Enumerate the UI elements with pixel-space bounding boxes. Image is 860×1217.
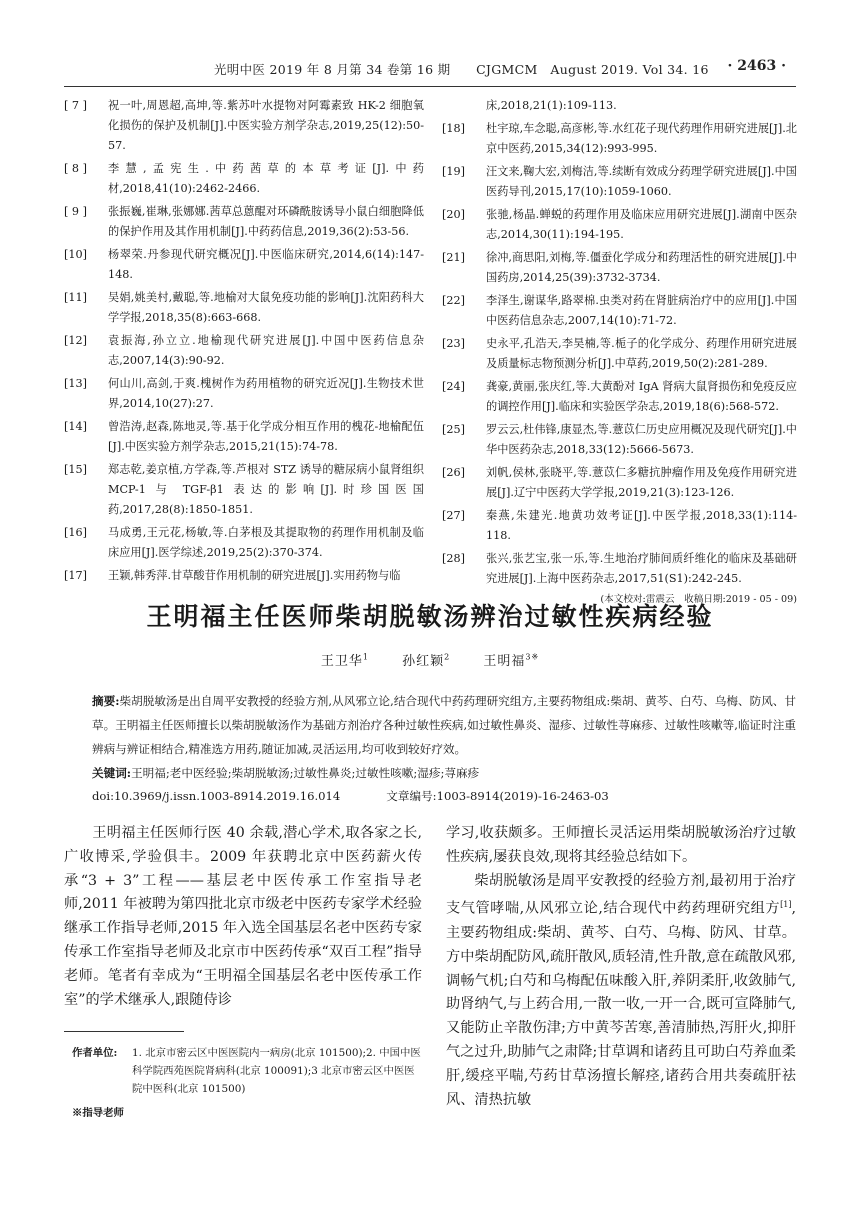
author-affiliation-footnote <box>72 1044 422 1122</box>
reference-item <box>442 119 797 159</box>
affiliation-row <box>72 1044 422 1098</box>
author-affiliation-mark: 3※ <box>525 652 540 662</box>
body-text: ,主要药物组成:柴胡、黄芩、白芍、乌梅、防风、甘草。方中柴胡配防风,疏肝散风,质轻清,性升散,意在疏散风邪,调畅气机;白芍和乌梅配伍味酸入肝,养阴柔肝,收敛肺气,助肾纳气,与上药合用,一散一收,一开一合,既可宣降肺气,又能防止辛散伤津;方中黄芩苦寒,善清肺热,泻肝火,抑肝气之过升,助肺气之肃降;甘草调和诸药且可助白芍养血柔肝,缓痉平喘,芍药甘草汤擅长解痉,诸药合用共奏疏肝祛风、清热抗敏 <box>446 901 796 1108</box>
body-paragraph <box>446 870 796 1113</box>
reference-number: [16] <box>64 526 87 539</box>
running-header <box>64 60 796 82</box>
reference-number: [12] <box>64 334 87 347</box>
reference-item <box>64 288 424 328</box>
reference-item <box>64 374 424 414</box>
author-name: 孙红颖 <box>402 654 445 669</box>
reference-number: [22] <box>442 294 465 307</box>
body-paragraph: 学习,收获颇多。王师擅长灵活运用柴胡脱敏汤治疗过敏性疾病,屡获良效,现将其经验总结如下。 <box>446 825 796 865</box>
reference-number: [20] <box>442 208 465 221</box>
affiliation-label: 作者单位: <box>72 1047 118 1059</box>
author-list <box>0 650 860 669</box>
page-number: · 2463 · <box>727 58 786 74</box>
reference-item <box>64 96 424 156</box>
reference-item <box>442 205 797 245</box>
reference-text: 杨翠荣.丹参现代研究概况[J].中医临床研究,2014,6(14):147-148. <box>108 248 424 281</box>
article-number: 文章编号:1003-8914(2019)-16-2463-03 <box>386 789 609 803</box>
doi: doi:10.3969/j.issn.1003-8914.2019.16.014 <box>92 789 341 803</box>
reference-item <box>64 331 424 371</box>
reference-text: 李泽生,谢谋华,路翠棉.虫类对药在肾脏病治疗中的应用[J].中国中医药信息杂志,2007,14(10):71-72. <box>486 294 797 327</box>
author-name: 王明福 <box>483 654 526 669</box>
reference-text: 李慧,孟宪生.中药茜草的本草考证[J].中药材,2018,41(10):2462-2466. <box>108 162 424 195</box>
advisor-note: ※指导老师 <box>72 1107 124 1119</box>
reference-text: 罗云云,杜伟锋,康显杰,等.薏苡仁历史应用概况及现代研究[J].中华中医药杂志,2018,33(12):5666-5673. <box>486 423 797 456</box>
references-left-column <box>64 96 424 589</box>
keywords-text: 王明福;老中医经验;柴胡脱敏汤;过敏性鼻炎;过敏性咳嗽;湿疹;荨麻疹 <box>131 766 480 780</box>
reference-text: 史永平,孔浩天,李昊楠,等.栀子的化学成分、药理作用研究进展及质量标志物预测分析[J].中草药,2019,50(2):281-289. <box>486 337 797 370</box>
author <box>402 654 450 669</box>
reference-item <box>442 291 797 331</box>
header-rule <box>64 86 796 87</box>
reference-item <box>442 162 797 202</box>
reference-text: 床,2018,21(1):109-113. <box>486 99 617 112</box>
reference-item <box>442 506 797 546</box>
body-right-column <box>446 822 796 1112</box>
reference-item <box>442 334 797 374</box>
body-left-column <box>64 822 422 1012</box>
reference-number: [ 7 ] <box>64 99 87 112</box>
reference-text: 张兴,张艺宝,张一乐,等.生地治疗肺间质纤维化的临床及基础研究进展[J].上海中医药杂志,2017,51(S1):242-245. <box>486 552 797 585</box>
keywords <box>92 761 796 785</box>
reference-number: [13] <box>64 377 87 390</box>
author-name: 王卫华 <box>320 654 363 669</box>
keywords-label: 关键词: <box>92 766 132 780</box>
reference-number: [ 9 ] <box>64 205 87 218</box>
reference-text: 刘帆,侯林,张晓平,等.薏苡仁多糖抗肿瘤作用及免疫作用研究进展[J].辽宁中医药大学学报,2019,21(3):123-126. <box>486 466 797 499</box>
reference-text: 龚豪,黄丽,张庆红,等.大黄酚对 IgA 肾病大鼠肾损伤和免疫反应的调控作用[J].临床和实验医学杂志,2019,18(6):568-572. <box>486 380 797 413</box>
reference-item <box>64 566 424 586</box>
journal-header: 光明中医 2019 年 8 月第 34 卷第 16 期 CJGMCM August 2019. Vol 34. 16 <box>214 62 709 77</box>
reference-item <box>442 377 797 417</box>
reference-item <box>442 463 797 503</box>
reference-item <box>64 245 424 285</box>
reference-number: [23] <box>442 337 465 350</box>
reference-text: 马成勇,王元花,杨敏,等.白茅根及其提取物的药理作用机制及临床应用[J].医学综述,2019,25(2):370-374. <box>108 526 424 559</box>
reference-text: 王颖,韩秀萍.甘草酸苷作用机制的研究进展[J].实用药物与临 <box>108 569 401 582</box>
abstract <box>92 689 796 761</box>
author <box>483 654 539 669</box>
reference-number: [14] <box>64 420 87 433</box>
reference-number: [ 8 ] <box>64 162 87 175</box>
reference-number: [19] <box>442 165 465 178</box>
reference-text: 杜宇琼,车念聪,高彦彬,等.水红花子现代药理作用研究进展[J].北京中医药,2015,34(12):993-995. <box>486 122 797 155</box>
reference-number: [17] <box>64 569 87 582</box>
author <box>321 654 369 669</box>
reference-number: [15] <box>64 463 87 476</box>
reference-item <box>442 549 797 589</box>
article-title: 王明福主任医师柴胡脱敏汤辨治过敏性疾病经验 <box>146 602 714 631</box>
author-affiliation-mark: 2 <box>444 652 451 662</box>
affiliation-text: 1. 北京市密云区中医医院内一病房(北京 101500);2. 中国中医科学院西苑医院肾病科(北京 100091);3 北京市密云区中医医院中医科(北京 101500) <box>132 1047 421 1095</box>
reference-text: 张驰,杨晶.蝉蜕的药理作用及临床应用研究进展[J].湖南中医杂志,2014,30(11):194-195. <box>486 208 797 241</box>
reference-text: 袁振海,孙立立.地榆现代研究进展[J].中国中医药信息杂志,2007,14(3):90-92. <box>108 334 424 367</box>
reference-item <box>64 417 424 457</box>
reference-number: [10] <box>64 248 87 261</box>
reference-text: 秦燕,朱建光.地黄功效考证[J].中医学报,2018,33(1):114-118. <box>486 509 797 542</box>
reference-text: 郑志乾,姜京植,方学森,等.芦根对 STZ 诱导的糖尿病小鼠肾组织 MCP-1 与 TGF-β1 表达的影响[J].时珍国医国药,2017,28(8):1850-1851. <box>108 463 424 516</box>
reference-text: 张振巍,崔琳,张娜娜.茜草总蒽醌对环磷酰胺诱导小鼠白细胞降低的保护作用及其作用机制[J].中药药信息,2019,36(2):53-56. <box>108 205 424 238</box>
reference-number: [11] <box>64 291 87 304</box>
abstract-label: 摘要: <box>92 694 120 708</box>
reference-text: 祝一叶,周恩超,高坤,等.紫苏叶水提物对阿霉素致 HK-2 细胞氧化损伤的保护及机制[J].中医实验方剂学杂志,2019,25(12):50-57. <box>108 99 424 152</box>
reference-item <box>442 248 797 288</box>
abstract-text: 柴胡脱敏汤是出自周平安教授的经验方剂,从风邪立论,结合现代中药药理研究组方,主要药物组成:柴胡、黄芩、白芍、乌梅、防风、甘草。王明福主任医师擅长以柴胡脱敏汤作为基础方剂治疗各种过敏性疾病,如过敏性鼻炎、湿疹、过敏性荨麻疹、过敏性咳嗽等,临证时注重辨病与辨证相结合,精准选方用药,随证加减,灵活运用,均可收到较好疗效。 <box>92 694 797 756</box>
reference-text: 吴娟,姚美村,戴聪,等.地榆对大鼠免疫功能的影响[J].沈阳药科大学学报,2018,35(8):663-668. <box>108 291 424 324</box>
reference-continuation <box>442 96 797 116</box>
reference-number: [27] <box>442 509 465 522</box>
proofread-note: (本文校对:雷震云 收稿日期:2019 - 05 - 09) <box>600 594 797 605</box>
reference-number: [18] <box>442 122 465 135</box>
reference-item <box>64 523 424 563</box>
body-text: 柴胡脱敏汤是周平安教授的经验方剂,最初用于治疗支气管哮喘,从风邪立论,结合现代中药药理研究组方 <box>446 872 796 918</box>
reference-text: 汪文来,鞠大宏,刘梅洁,等.续断有效成分药理学研究进展[J].中国医药导刊,2015,17(10):1059-1060. <box>486 165 797 198</box>
doi-line <box>92 785 796 807</box>
body-paragraph: 王明福主任医师行医 40 余载,潜心学术,取各家之长,广收博采,学验俱丰。2009 年获聘北京中医药薪火传承“3 + 3”工程——基层老中医传承工作室指导老师,2011 年被聘为第四批北京市级老中医药专家学术经验继承工作指导老师,2015 年入选全国基层名老中医药专家传承工作室指导老师及北京市中医药传承“双百工程”指导老师。笔者有幸成为“王明福全国基层名老中医传承工作室”的学术继承人,跟随侍诊 <box>64 825 422 1008</box>
reference-item <box>64 202 424 242</box>
reference-text: 曾浩涛,赵森,陈地灵,等.基于化学成分相互作用的槐花-地榆配伍[J].中医实验方剂学杂志,2015,21(15):74-78. <box>108 420 424 453</box>
author-affiliation-mark: 1 <box>362 652 369 662</box>
reference-text: 何山川,高剑,于爽.槐树作为药用植物的研究近况[J].生物技术世界,2014,10(27):27. <box>108 377 424 410</box>
reference-text: 徐冲,商思阳,刘梅,等.僵蚕化学成分和药理活性的研究进展[J].中国药房,2014,25(39):3732-3734. <box>486 251 797 284</box>
reference-number: [24] <box>442 380 465 393</box>
footnote-rule <box>64 1031 184 1032</box>
reference-item <box>64 460 424 520</box>
reference-number: [26] <box>442 466 465 479</box>
references-right-column <box>442 96 797 610</box>
reference-item <box>442 420 797 460</box>
reference-number: [28] <box>442 552 465 565</box>
citation-mark: [1] <box>780 900 792 910</box>
reference-number: [25] <box>442 423 465 436</box>
reference-item <box>64 159 424 199</box>
reference-number: [21] <box>442 251 465 264</box>
